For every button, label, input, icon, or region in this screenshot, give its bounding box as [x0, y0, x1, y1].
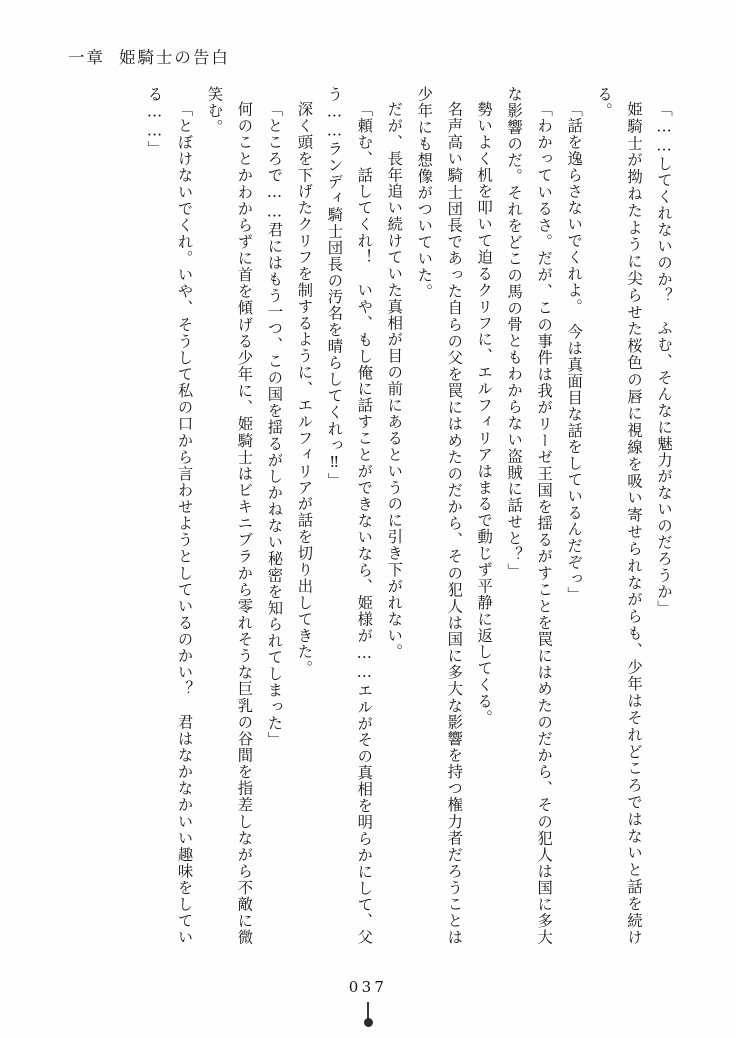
chapter-header — [68, 44, 230, 68]
paragraph: 「とぼけないでくれ。いや、そうして私の口から言わせようとしているのかい？ 君はなかなかいい趣味をしている……」 — [145, 86, 194, 946]
paragraph: 名声高い騎士団長であった自らの父を罠にはめたのだから、その犯人は国に多大な影響を持つ権力者だろうことは少年にも想像がついていた。 — [415, 86, 464, 946]
body-text — [78, 86, 678, 946]
paragraph: 深く頭を下げたクリフを制するように、エルフィリアが話を切り出してきた。 — [295, 101, 314, 677]
paragraph: 「話を逸らさないでくれよ。 今は真面目な話をしているんだぞっ」 — [565, 101, 584, 604]
paragraph: 勢いよく机を叩いて迫るクリフに、エルフィリアはまるで動じず平静に返してくる。 — [475, 101, 494, 727]
paragraph: だが、長年追い続けていた真相が目の前にあるというのに引き下がれない。 — [385, 101, 404, 661]
paragraph: 「わかっているさ。だが、この事件は我がリーゼ王国を揺るがすことを罠にはめたのだから、その犯人は国に多大な影響のだ。それをどこの馬の骨ともわからない盗賊に話せと？」 — [505, 86, 554, 946]
paragraph: 「ところで……君にはもう一つ、この国を揺るがしかねない秘密を知られてしまった」 — [265, 101, 284, 749]
paragraph: 「頼む、話してくれ！ いや、もし俺に話すことができないなら、姫様が……エルがその真相を明らかにして、父う……ランディ騎士団長の汚名を晴らしてくれっ‼」 — [325, 86, 374, 946]
paragraph: 「……してくれないのか？ ふむ、そんなに魅力がないのだろうか」 — [655, 101, 673, 617]
chapter-title: 姫騎士の告白 — [118, 48, 230, 67]
footer-mark-icon — [367, 1002, 369, 1022]
paragraph: 何のことかわからずに首を傾げる少年に、姫騎士はビキニブラから零れそうな巨乳の谷間を指差しながら不敵に微笑む。 — [205, 86, 254, 946]
page-number: 037 — [348, 978, 388, 996]
chapter-number: 一章 — [68, 48, 105, 67]
paragraph: 姫騎士が拗ねたように尖らせた桜色の唇に視線を吸い寄せられながらも、少年はそれどころではないと話を続ける。 — [595, 86, 644, 946]
